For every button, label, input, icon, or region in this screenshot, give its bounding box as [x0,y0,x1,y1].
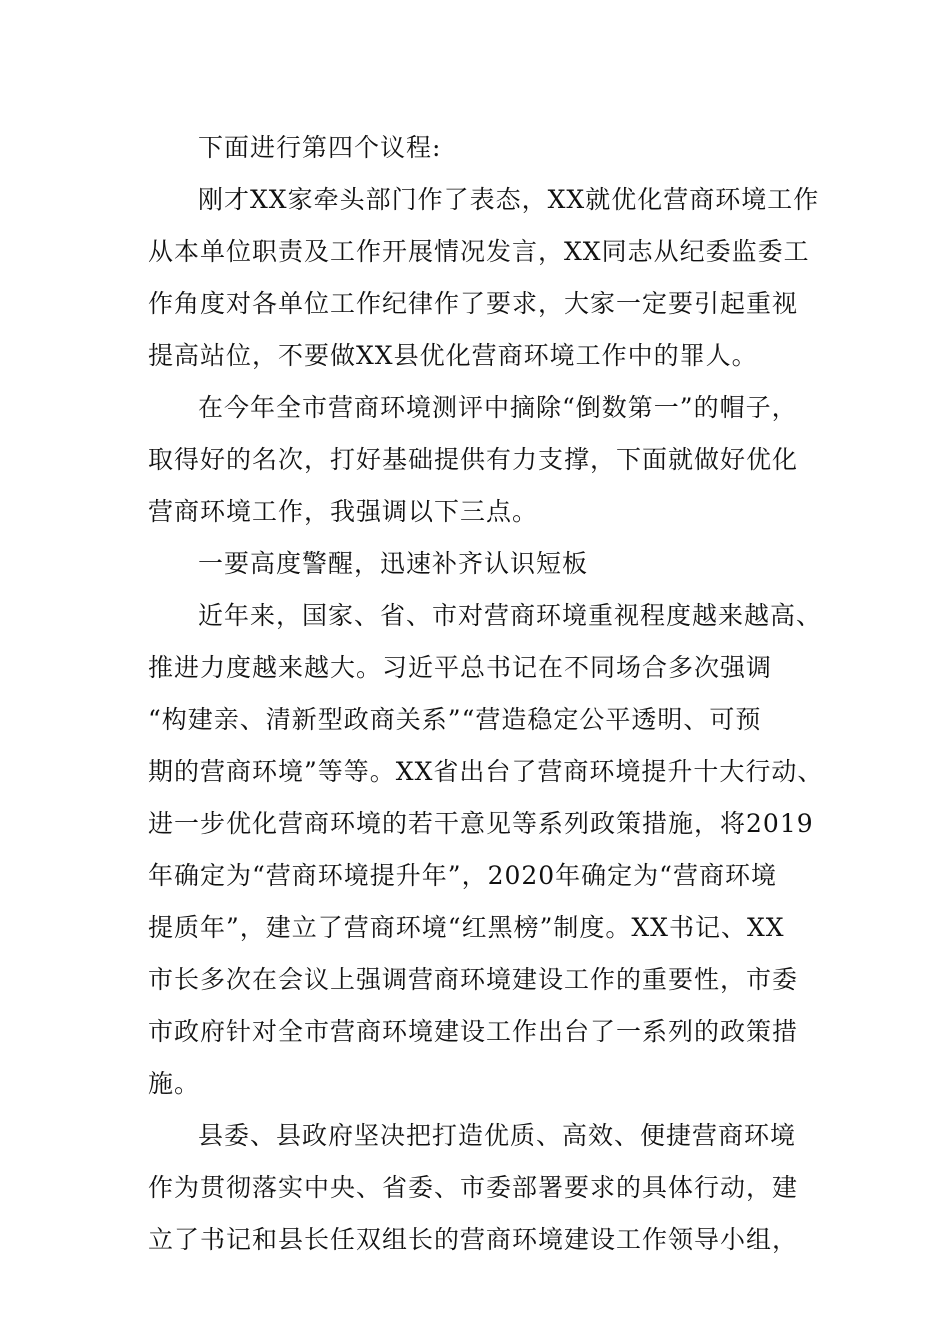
paragraph-line: 提高站位，不要做XX县优化营商环境工作中的罪人。 [148,341,758,370]
paragraph-line: 作角度对各单位工作纪律作了要求，大家一定要引起重视 [148,289,799,318]
paragraph-line: 市长多次在会议上强调营商环境建设工作的重要性，市委 [148,965,799,994]
section-heading: 一要高度警醒，迅速补齐认识短板 [198,549,589,578]
paragraph-line: 进一步优化营商环境的若干意见等系列政策措施，将2019 [148,809,814,838]
paragraph-line: 期的营商环境”等等。XX省出台了营商环境提升十大行动、 [148,757,824,786]
paragraph-line: 市政府针对全市营商环境建设工作出台了一系列的政策措 [148,1017,799,1046]
paragraph-line: 推进力度越来越大。习近平总书记在不同场合多次强调 [148,653,773,682]
paragraph-line: 取得好的名次，打好基础提供有力支撑，下面就做好优化 [148,445,799,474]
paragraph-line: 从本单位职责及工作开展情况发言，XX同志从纪委监委工 [148,237,810,266]
paragraph-line: “构建亲、清新型政商关系”“营造稳定公平透明、可预 [148,705,762,734]
paragraph-line: 作为贯彻落实中央、省委、市委部署要求的具体行动，建 [148,1173,799,1202]
agenda-heading: 下面进行第四个议程: [198,133,442,162]
paragraph-line: 营商环境工作，我强调以下三点。 [148,497,539,526]
paragraph-line: 提质年”，建立了营商环境“红黑榜”制度。XX书记、XX [148,913,785,942]
paragraph-line: 立了书记和县长任双组长的营商环境建设工作领导小组， [148,1225,799,1254]
paragraph-line: 施。 [148,1069,201,1098]
paragraph-line: 近年来，国家、省、市对营商环境重视程度越来越高、 [198,601,823,630]
paragraph-line: 县委、县政府坚决把打造优质、高效、便捷营商环境 [198,1121,797,1150]
paragraph-line: 在今年全市营商环境测评中摘除“倒数第一”的帽子， [198,393,798,422]
paragraph-line: 年确定为“营商环境提升年”，2020年确定为“营商环境 [148,861,777,890]
paragraph-line: 刚才XX家牵头部门作了表态，XX就优化营商环境工作 [198,185,820,214]
